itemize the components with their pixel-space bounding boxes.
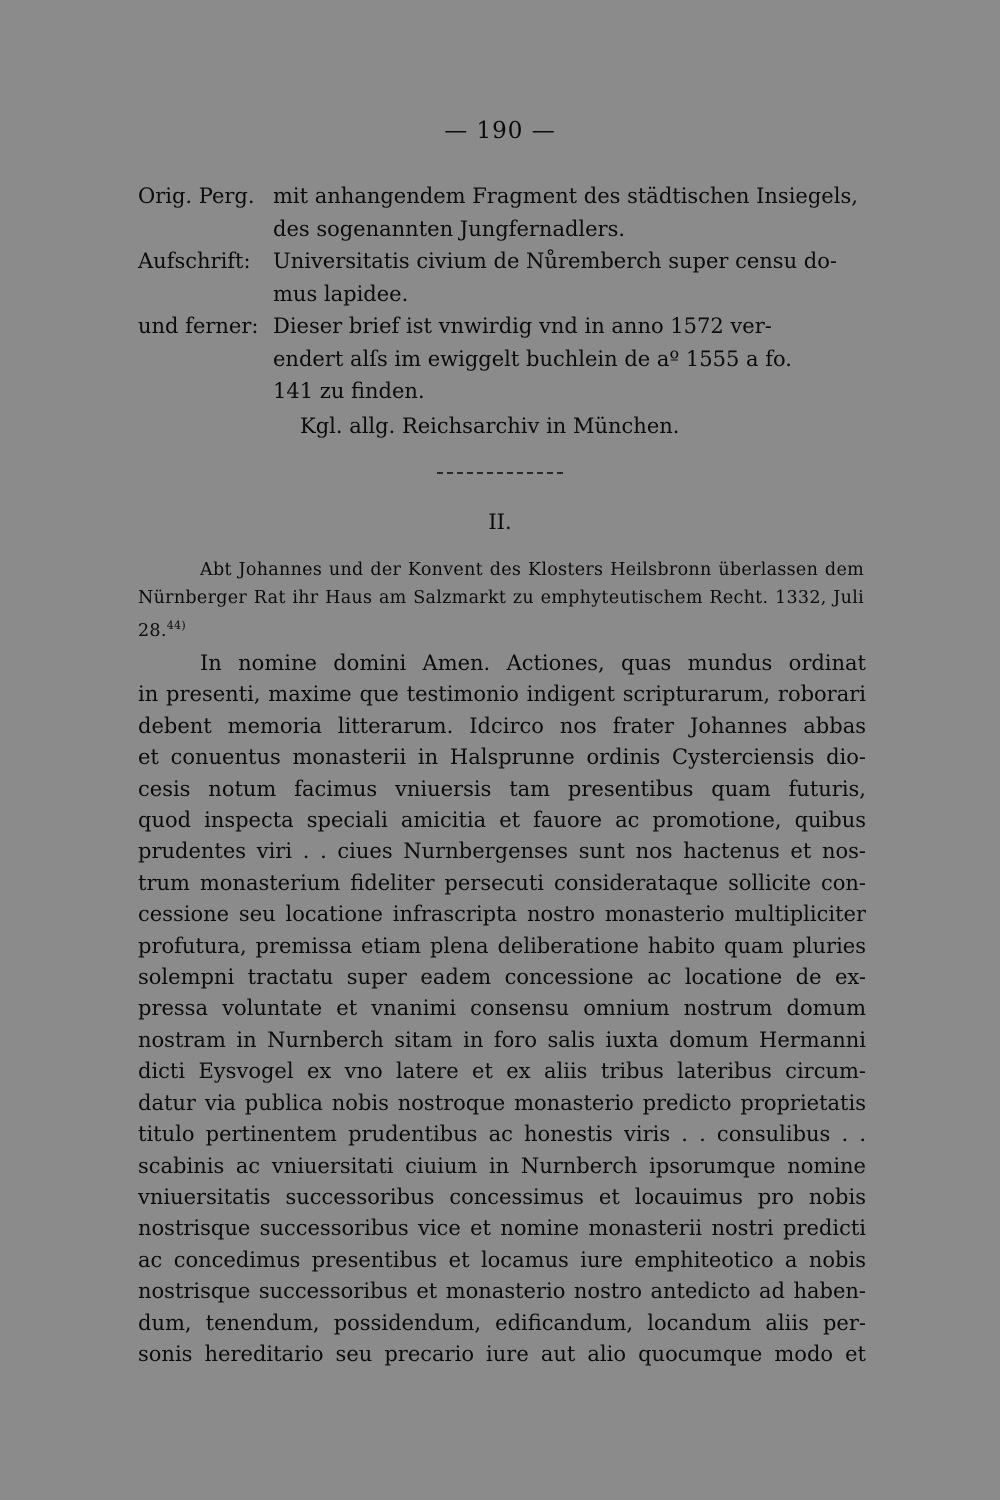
document-metadata [138,180,866,442]
meta-label: Orig. Perg. [138,184,255,208]
text-line: solempni tractatu super eadem concessione ac locatione de ex- [138,965,866,990]
text-line: datur via publica nobis nostroque monasterio predicto proprietatis [138,1090,866,1115]
page-number: — 190 — [444,118,556,144]
text-line: quod inspecta speciali amicitia et fauore ac promotione, quibus [138,808,866,833]
text-line: profutura, premissa etiam plena deliberatione habito quam pluries [138,933,866,958]
meta-text: Universitatis civium de Nůremberch super censu do- mus lapidee. [273,249,837,306]
text-line: pressa voluntate et vnanimi consensu omnium nostrum domum [138,996,866,1021]
meta-label: und ferner: [138,314,259,338]
text-line: ac concedimus presentibus et locamus iure emphiteotico a nobis [138,1247,866,1272]
text-line: dum, tenendum, possidendum, edificandum, locandum aliis per- [138,1310,866,1335]
meta-text: mit anhangendem Fragment des städtischen Insiegels, des sogenannten Jungfernadlers. [273,184,858,241]
meta-row-further [138,310,866,408]
text-line: scabinis ac vniuersitati ciuium in Nurnberch ipsorumque nomine [138,1153,866,1178]
text-line: debent memoria litterarum. Idcirco nos frater Johannes abbas [138,713,866,738]
meta-row-inscription [138,245,866,310]
text-line: cessione seu locatione infrascripta nostro monasterio multipliciter [138,902,866,927]
text-line: dicti Eysvogel ex vno latere et ex aliis tribus lateribus circum- [138,1059,866,1084]
text-line: cesis notum facimus vniuersis tam presentibus quam futuris, [138,776,866,801]
text-line: nostrisque successoribus et monasterio nostro antedicto ad haben- [138,1279,866,1304]
text-line: prudentes viri . . ciues Nurnbergenses sunt nos hactenus et nos- [138,839,866,864]
text-line: sonis hereditario seu precario iure aut alio quocumque modo et [138,1341,866,1366]
section-number: II. [488,510,512,534]
text-line: In nomine domini Amen. Actiones, quas mundus ordinat [200,651,866,675]
meta-label: Aufschrift: [138,249,251,273]
text-line: titulo pertinentem prudentibus ac honestis viris . . consulibus . . [138,1122,866,1147]
meta-text: Dieser brief ist vnwirdig vnd in anno 1572 ver- endert alſs im ewiggelt buchlein de aº 1555 a fo. 141 zu finden. [273,314,792,403]
archive-source: Kgl. allg. Reichsarchiv in München. [300,413,680,438]
meta-row-original [138,180,866,245]
document-summary [138,556,864,645]
footnote-reference: 44) [166,619,186,632]
text-line: trum monasterium fideliter persecuti considerataque sollicite con- [138,870,866,895]
text-line: in presenti, maxime que testimonio indigent scripturarum, roborari [138,682,866,707]
text-line: nostram in Nurnberch sitam in foro salis iuxta domum Hermanni [138,1027,866,1052]
charter-text [138,648,866,1370]
section-divider [437,472,563,474]
text-line: vniuersitatis successoribus concessimus et locauimus pro nobis [138,1184,866,1209]
text-line: nostrisque successoribus vice et nomine monasterii nostri predicti [138,1216,866,1241]
text-line: et conuentus monasterii in Halsprunne ordinis Cysterciensis dio- [138,745,866,770]
summary-text: Abt Johannes und der Konvent des Klosters Heilsbronn überlassen dem Nürnberger Rat ihr Haus am Salzmarkt zu emphyteutischem Recht. 1332, Juli 28. [138,560,864,641]
